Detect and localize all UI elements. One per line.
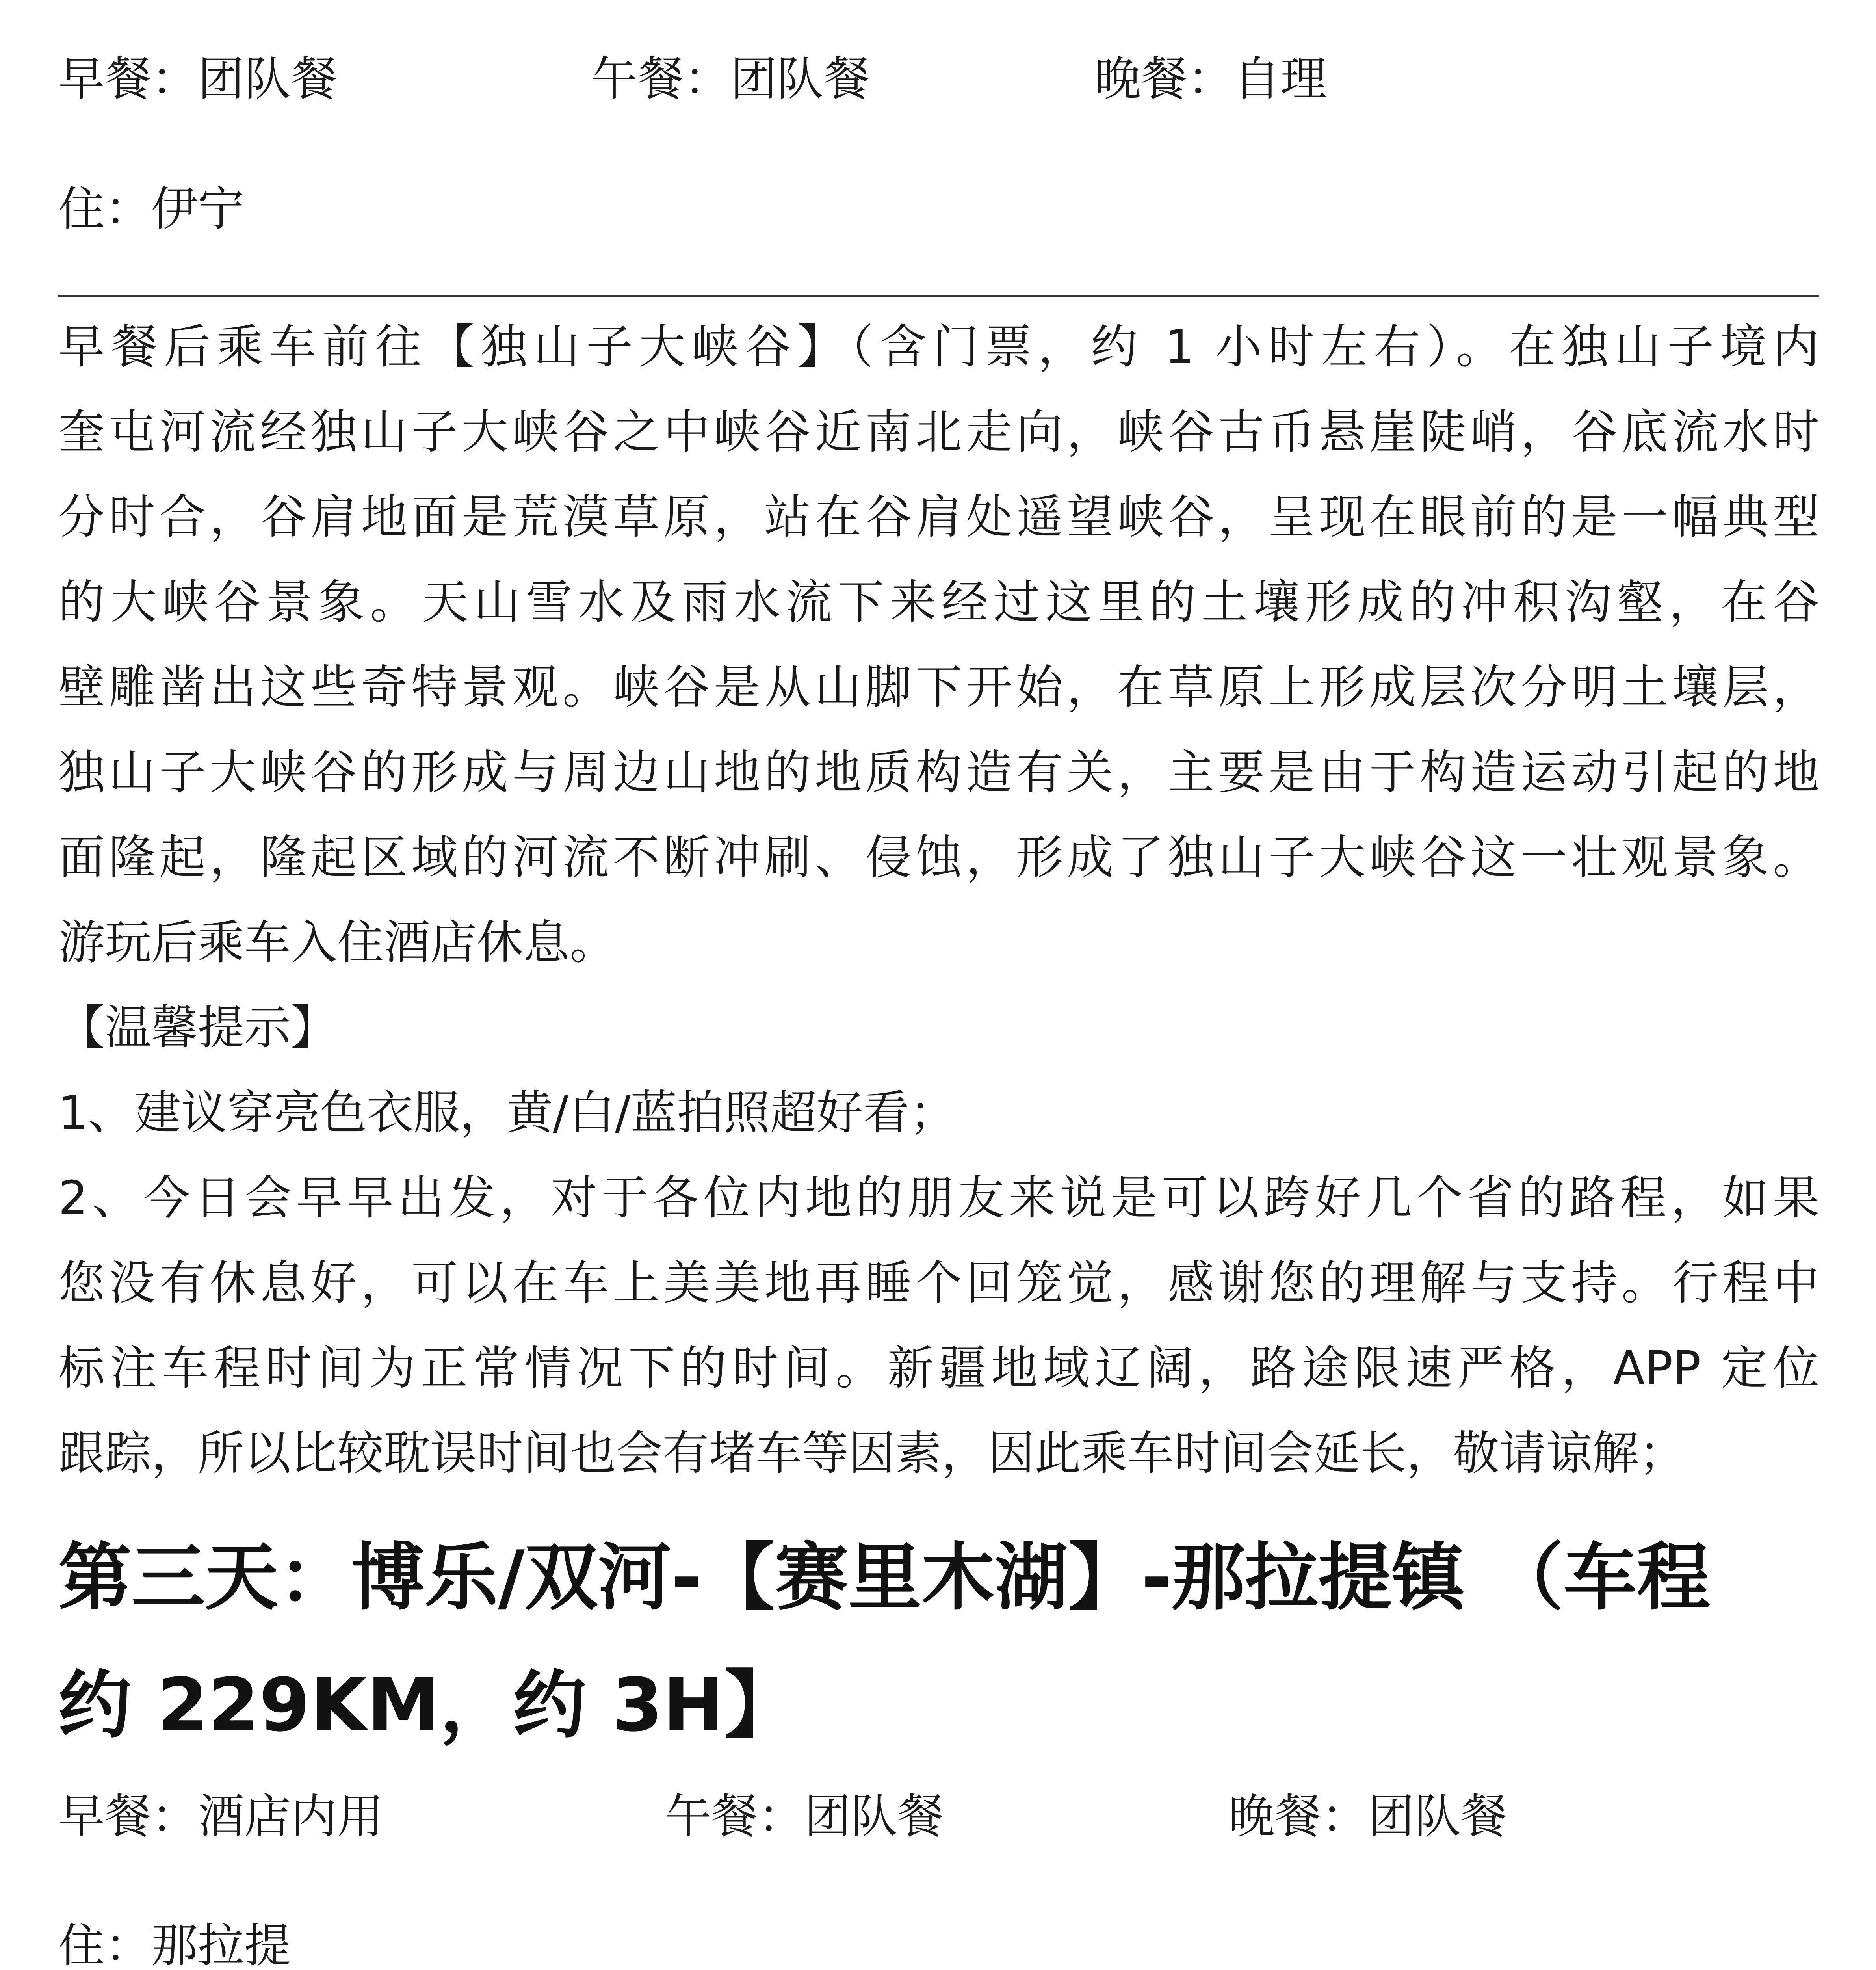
day3-title (58, 1514, 1819, 1769)
text-line: 约 229KM，约 3H】 (58, 1662, 798, 1748)
day3-breakfast: 早餐：酒店内用 (58, 1789, 384, 1844)
text-line: 2、今日会早早出发，对于各位内地的朋友来说是可以跨好几个省的路程，如果 (58, 1171, 1819, 1225)
text-line: 游玩后乘车入住酒店休息。 (58, 915, 617, 970)
day2-lunch: 午餐：团队餐 (591, 52, 870, 106)
day2-divider (58, 295, 1819, 297)
text-line: 分时合，谷肩地面是荒漠草原，站在谷肩处遥望峡谷，呈现在眼前的是一幅典型 (58, 490, 1819, 544)
text-line: 独山子大峡谷的形成与周边山地的地质构造有关，主要是由于构造运动引起的地 (58, 745, 1819, 799)
text-line: 面隆起，隆起区域的河流不断冲刷、侵蚀，形成了独山子大峡谷这一壮观景象。 (58, 830, 1819, 885)
text-line: 奎屯河流经独山子大峡谷之中峡谷近南北走向，峡谷古币悬崖陡峭，谷底流水时 (58, 405, 1819, 459)
text-line: 壁雕凿出这些奇特景观。峡谷是从山脚下开始，在草原上形成层次分明土壤层， (58, 660, 1819, 714)
text-line: 您没有休息好，可以在车上美美地再睡个回笼觉，感谢您的理解与支持。行程中 (58, 1256, 1819, 1310)
text-line: 的大峡谷景象。天山雪水及雨水流下来经过这里的土壤形成的冲积沟壑，在谷 (58, 575, 1819, 629)
text-line: 1、建议穿亮色衣服，黄/白/蓝拍照超好看； (58, 1085, 956, 1140)
text-line: 标注车程时间为正常情况下的时间。新疆地域辽阔，路途限速严格，APP 定位 (58, 1341, 1819, 1395)
day2-breakfast: 早餐：团队餐 (58, 52, 338, 106)
text-line: 跟踪，所以比较耽误时间也会有堵车等因素，因此乘车时间会延长，敬请谅解； (58, 1426, 1686, 1480)
text-line: 早餐后乘车前往【独山子大峡谷】（含门票，约 1 小时左右）。在独山子境内 (58, 320, 1819, 374)
text-line: 【温馨提示】 (58, 1000, 338, 1055)
day3-stay: 住：那拉提 (58, 1918, 291, 1970)
text-line: 第三天：博乐/双河-【赛里木湖】-那拉提镇 （车程 (58, 1535, 1711, 1620)
day2-stay: 住：伊宁 (58, 182, 245, 236)
day2-dinner: 晚餐：自理 (1094, 52, 1327, 106)
day2-description (58, 304, 1819, 1496)
day3-lunch: 午餐：团队餐 (665, 1789, 944, 1844)
day3-dinner: 晚餐：团队餐 (1228, 1789, 1508, 1844)
